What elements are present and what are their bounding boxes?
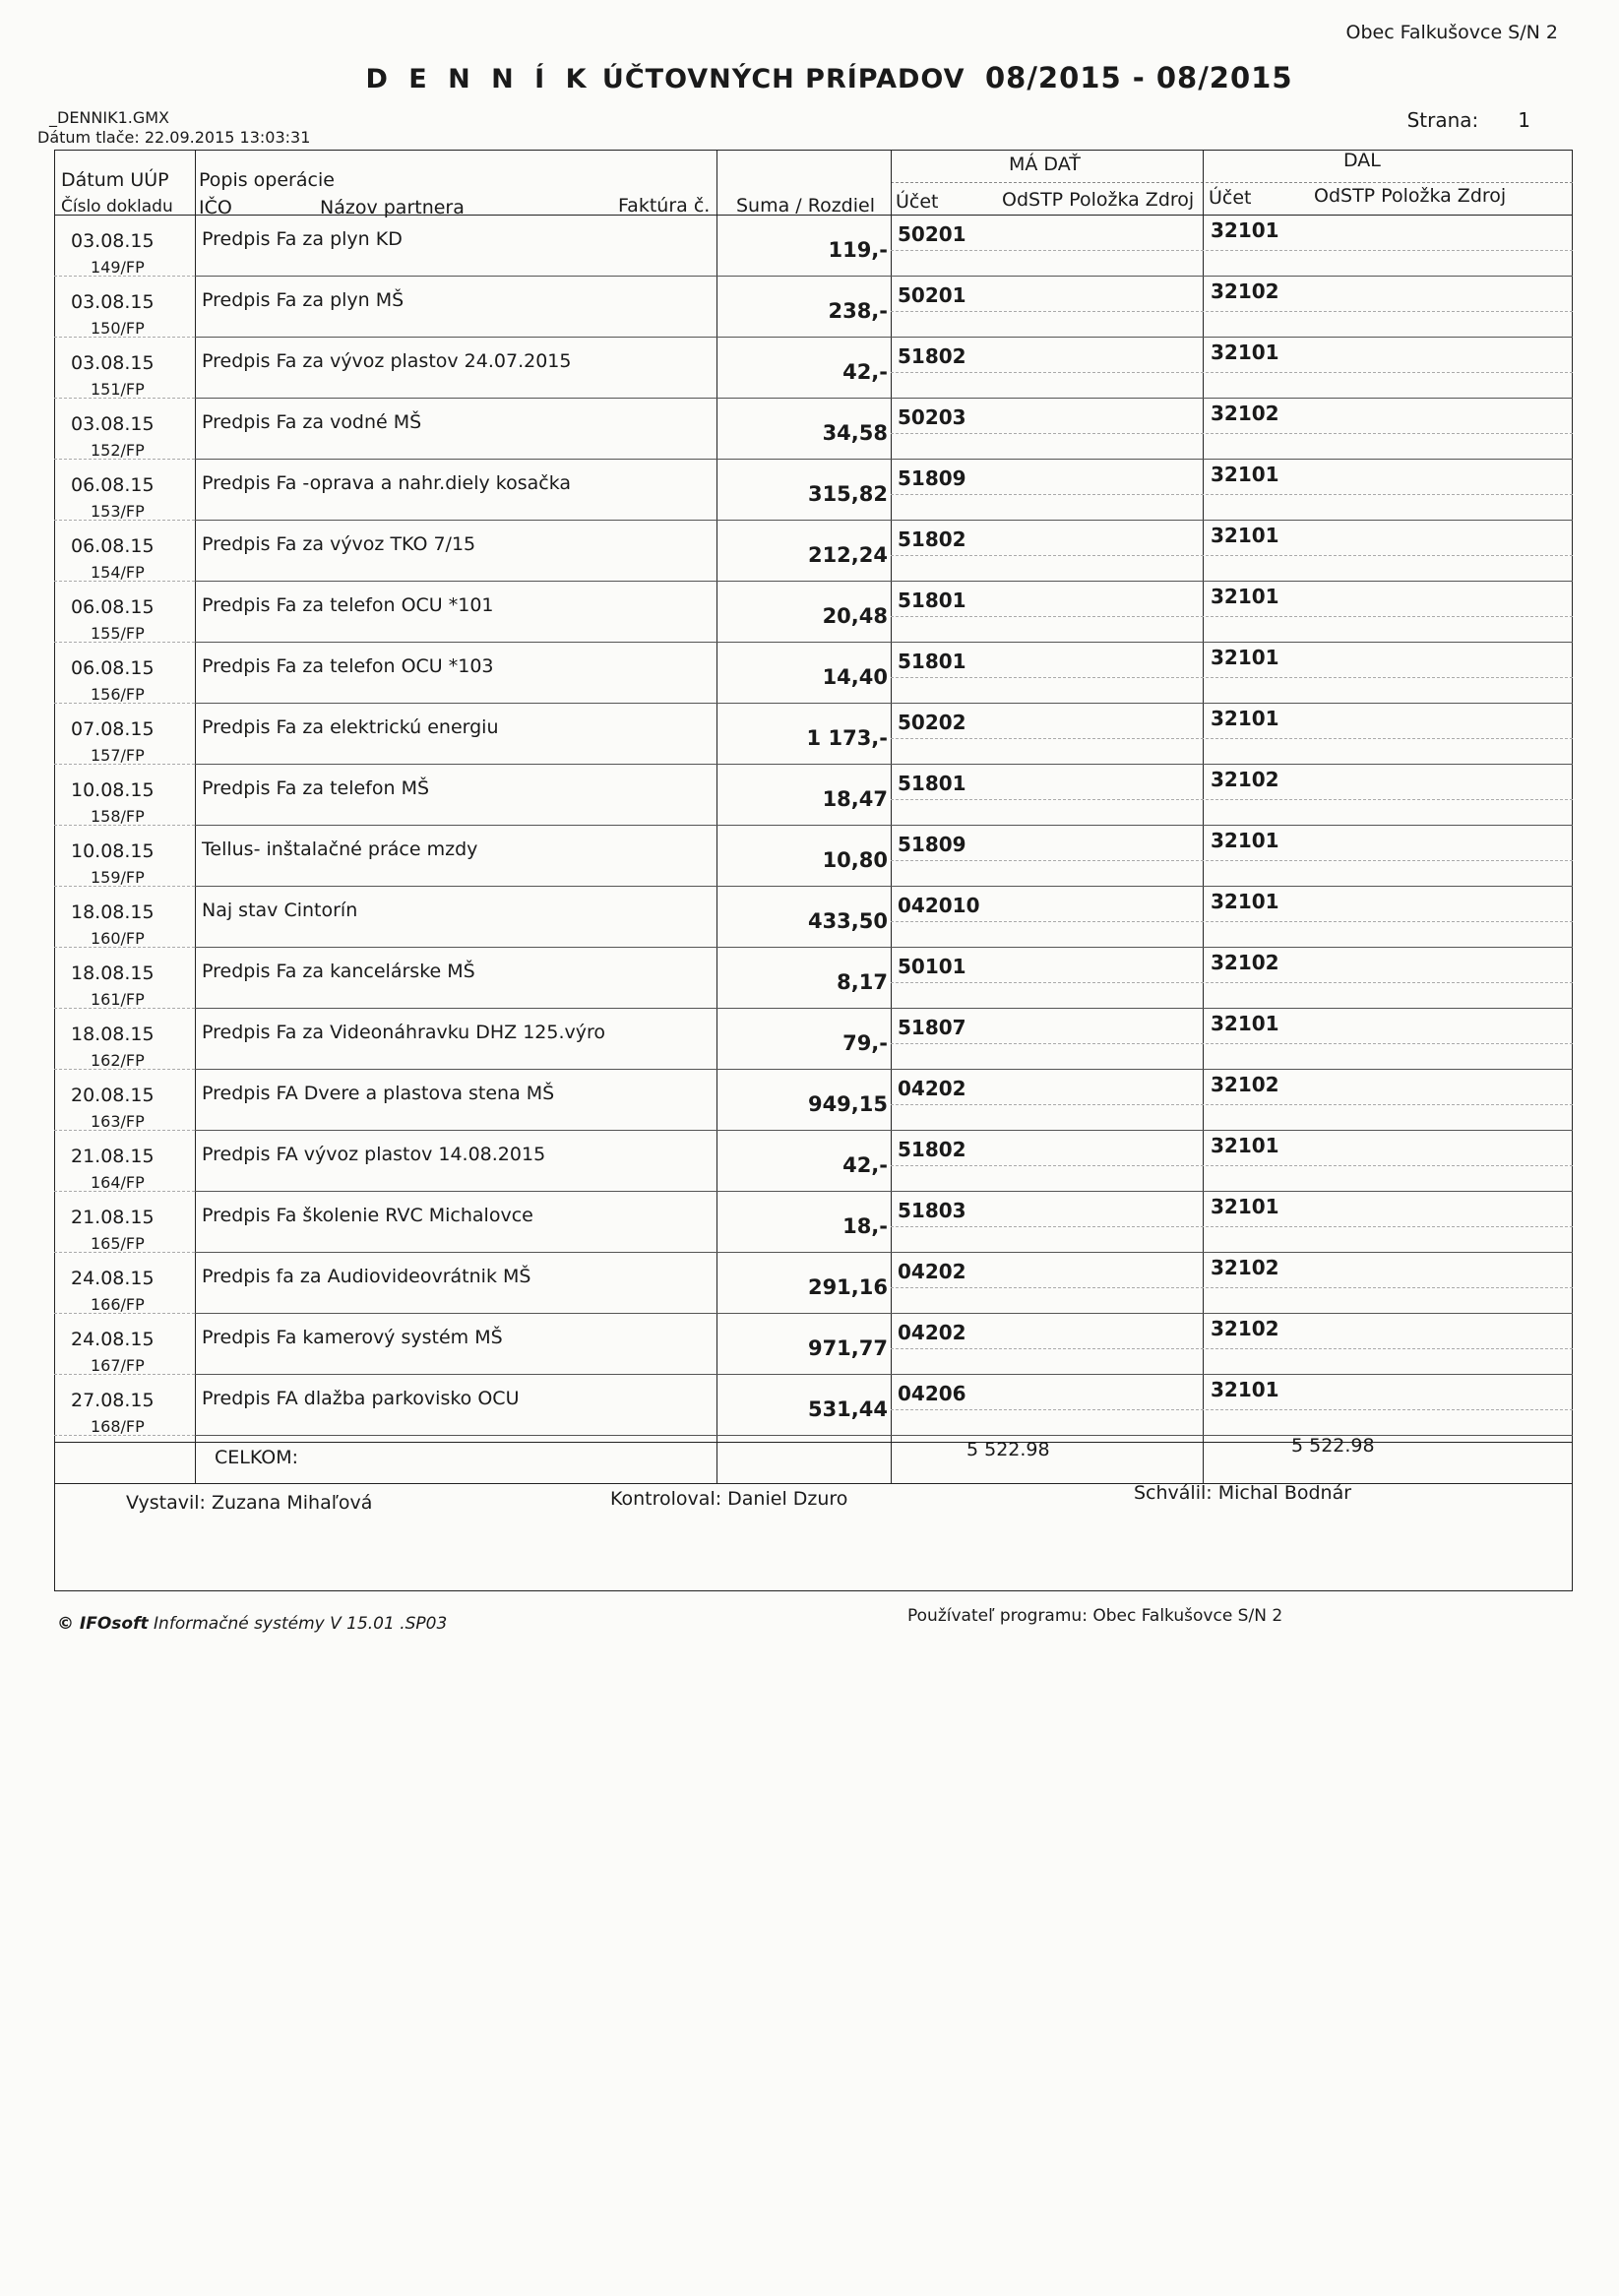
row-subline [891, 677, 1573, 678]
row-md-account: 51801 [898, 650, 966, 673]
row-description: Predpis Fa za plyn MŠ [202, 289, 405, 311]
md-total: 5 522.98 [966, 1439, 1050, 1460]
row-md-account: 50201 [898, 283, 966, 307]
row-dal-account: 32101 [1211, 1134, 1279, 1157]
file-name: _DENNIK1.GMX [49, 108, 170, 127]
col-line-3 [891, 150, 892, 1483]
row-amount: 20,48 [822, 604, 888, 628]
row-amount: 42,- [842, 1153, 888, 1177]
row-md-account: 50203 [898, 405, 966, 429]
row-date: 03.08.15 [71, 413, 155, 435]
row-description: Predpis Fa za kancelárske MŠ [202, 961, 475, 982]
row-md-account: 51803 [898, 1199, 966, 1222]
row-date-separator [54, 1008, 195, 1009]
row-date: 21.08.15 [71, 1146, 155, 1167]
row-doc-number: 168/FP [91, 1417, 145, 1436]
row-date: 06.08.15 [71, 535, 155, 557]
header-dal: DAL [1343, 150, 1381, 171]
row-date-separator [54, 947, 195, 948]
row-subline [891, 250, 1573, 251]
software-footer [57, 1614, 447, 1634]
row-date-separator [54, 1130, 195, 1131]
row-amount: 315,82 [807, 482, 888, 506]
organization-name: Obec Falkušovce S/N 2 [1345, 22, 1558, 43]
row-doc-number: 158/FP [91, 807, 145, 826]
dal-total: 5 522.98 [1291, 1435, 1375, 1457]
row-subline [891, 738, 1573, 739]
row-doc-number: 163/FP [91, 1112, 145, 1131]
row-separator [195, 1313, 1573, 1314]
row-dal-account: 32101 [1211, 1195, 1279, 1218]
row-dal-account: 32101 [1211, 218, 1279, 242]
row-doc-number: 160/FP [91, 929, 145, 948]
row-date-separator [54, 276, 195, 277]
row-amount: 531,44 [807, 1397, 888, 1421]
row-md-account: 04202 [898, 1260, 966, 1283]
row-separator [195, 1252, 1573, 1253]
row-date-separator [54, 1374, 195, 1375]
row-separator [195, 1130, 1573, 1131]
col-line-4 [1203, 150, 1204, 1483]
issued-by: Vystavil: Zuzana Mihaľová [126, 1492, 373, 1514]
row-date: 21.08.15 [71, 1207, 155, 1228]
row-separator [195, 520, 1573, 521]
row-subline [891, 1348, 1573, 1349]
row-doc-number: 156/FP [91, 685, 145, 704]
row-separator [195, 1069, 1573, 1070]
row-separator [195, 947, 1573, 948]
row-dal-account: 32101 [1211, 890, 1279, 913]
row-amount: 34,58 [822, 421, 888, 445]
row-amount: 79,- [842, 1031, 888, 1055]
row-doc-number: 155/FP [91, 624, 145, 643]
row-date-separator [54, 764, 195, 765]
checked-by: Kontroloval: Daniel Dzuro [610, 1488, 848, 1510]
row-date: 10.08.15 [71, 840, 155, 862]
row-subline [891, 921, 1573, 922]
row-subline [891, 1165, 1573, 1166]
row-subline [891, 372, 1573, 373]
row-amount: 10,80 [822, 848, 888, 872]
page-number: 1 [1518, 108, 1530, 132]
row-description: Predpis Fa -oprava a nahr.diely kosačka [202, 472, 572, 494]
row-date: 03.08.15 [71, 230, 155, 252]
row-dal-account: 32101 [1211, 707, 1279, 730]
row-amount: 18,- [842, 1214, 888, 1238]
approved-by: Schválil: Michal Bodnár [1134, 1482, 1352, 1504]
row-date: 20.08.15 [71, 1085, 155, 1106]
row-description: Predpis fa za Audiovideovrátnik MŠ [202, 1266, 531, 1287]
row-md-account: 51809 [898, 833, 966, 856]
row-md-account: 51802 [898, 527, 966, 551]
row-separator [195, 825, 1573, 826]
row-dal-account: 32102 [1211, 1073, 1279, 1096]
totals-label: CELKOM: [215, 1447, 299, 1468]
header-partner: Názov partnera [320, 197, 465, 218]
row-description: Predpis Fa za elektrickú energiu [202, 716, 499, 738]
program-user: Používateľ programu: Obec Falkušovce S/N 2 [907, 1606, 1283, 1626]
row-description: Predpis Fa za plyn KD [202, 228, 403, 250]
row-doc-number: 159/FP [91, 868, 145, 887]
row-amount: 238,- [828, 299, 888, 323]
row-date-separator [54, 642, 195, 643]
row-dal-account: 32101 [1211, 1012, 1279, 1035]
row-date-separator [54, 520, 195, 521]
row-separator [195, 459, 1573, 460]
row-amount: 42,- [842, 360, 888, 384]
row-date-separator [54, 1069, 195, 1070]
row-md-account: 51802 [898, 344, 966, 368]
row-date-separator [54, 581, 195, 582]
row-subline [891, 616, 1573, 617]
row-date-separator [54, 1313, 195, 1314]
row-subline [891, 1409, 1573, 1410]
row-separator [195, 337, 1573, 338]
row-date: 24.08.15 [71, 1329, 155, 1350]
row-description: Predpis Fa školenie RVC Michalovce [202, 1205, 533, 1226]
row-date: 07.08.15 [71, 718, 155, 740]
row-md-account: 51807 [898, 1016, 966, 1039]
header-invoice: Faktúra č. [618, 195, 711, 217]
row-md-account: 04202 [898, 1321, 966, 1344]
row-doc-number: 162/FP [91, 1051, 145, 1070]
header-dal-account: Účet [1209, 187, 1252, 209]
row-date: 18.08.15 [71, 1024, 155, 1045]
row-date-separator [54, 703, 195, 704]
row-doc-number: 149/FP [91, 258, 145, 277]
title-rest: ÚČTOVNÝCH PRÍPADOV [601, 64, 965, 94]
row-description: Predpis FA dlažba parkovisko OCU [202, 1388, 520, 1409]
row-md-account: 51809 [898, 466, 966, 490]
row-date: 03.08.15 [71, 291, 155, 313]
title-period: 08/2015 - 08/2015 [984, 61, 1293, 94]
row-dal-account: 32102 [1211, 1256, 1279, 1279]
row-description: Predpis Fa za vodné MŠ [202, 411, 422, 433]
row-subline [891, 1287, 1573, 1288]
row-separator [195, 1374, 1573, 1375]
row-date-separator [54, 1435, 195, 1436]
row-amount: 14,40 [822, 665, 888, 689]
row-amount: 433,50 [807, 909, 888, 933]
row-dal-account: 32101 [1211, 829, 1279, 852]
row-doc-number: 161/FP [91, 990, 145, 1009]
row-md-account: 50201 [898, 222, 966, 246]
row-md-account: 04202 [898, 1077, 966, 1100]
row-subline [891, 555, 1573, 556]
row-doc-number: 151/FP [91, 380, 145, 399]
row-description: Naj stav Cintorín [202, 900, 358, 921]
row-subline [891, 1043, 1573, 1044]
row-dal-account: 32102 [1211, 768, 1279, 791]
row-subline [891, 1226, 1573, 1227]
row-date-separator [54, 886, 195, 887]
row-date-separator [54, 825, 195, 826]
md-dal-subheader-line [891, 182, 1573, 183]
row-separator [195, 1191, 1573, 1192]
page-label: Strana: [1406, 108, 1479, 132]
header-amount: Suma / Rozdiel [736, 195, 875, 217]
row-doc-number: 152/FP [91, 441, 145, 460]
row-doc-number: 157/FP [91, 746, 145, 765]
journal-title [0, 61, 1619, 94]
row-separator [195, 764, 1573, 765]
row-doc-number: 165/FP [91, 1234, 145, 1253]
header-dal-detail: OdSTP Položka Zdroj [1314, 185, 1507, 207]
row-dal-account: 32101 [1211, 646, 1279, 669]
row-separator [195, 642, 1573, 643]
row-description: Predpis Fa za telefon OCU *101 [202, 594, 494, 616]
row-dal-account: 32101 [1211, 463, 1279, 486]
row-date: 18.08.15 [71, 962, 155, 984]
row-dal-account: 32101 [1211, 585, 1279, 608]
row-doc-number: 153/FP [91, 502, 145, 521]
header-description: Popis operácie [199, 169, 335, 191]
software-product: Informačné systémy V 15.01 .SP03 [154, 1614, 448, 1634]
row-subline [891, 799, 1573, 800]
row-dal-account: 32102 [1211, 1317, 1279, 1340]
row-amount: 1 173,- [806, 726, 888, 750]
row-doc-number: 154/FP [91, 563, 145, 582]
row-subline [891, 982, 1573, 983]
row-dal-account: 32101 [1211, 341, 1279, 364]
row-date: 24.08.15 [71, 1268, 155, 1289]
row-amount: 18,47 [822, 787, 888, 811]
col-line-2 [716, 150, 717, 1483]
row-date: 10.08.15 [71, 779, 155, 801]
row-description: Predpis Fa za telefon OCU *103 [202, 655, 494, 677]
row-md-account: 51802 [898, 1138, 966, 1161]
row-dal-account: 32102 [1211, 951, 1279, 974]
software-brand: © IFOsoft [57, 1614, 149, 1634]
col-line-1 [195, 150, 196, 1483]
row-dal-account: 32101 [1211, 524, 1279, 547]
row-md-account: 042010 [898, 894, 980, 917]
row-description: Predpis Fa za telefon MŠ [202, 777, 430, 799]
row-md-account: 51801 [898, 772, 966, 795]
row-description: Predpis Fa kamerový systém MŠ [202, 1327, 503, 1348]
row-subline [891, 311, 1573, 312]
header-md-detail: OdSTP Položka Zdroj [1002, 189, 1195, 211]
row-amount: 212,24 [807, 543, 888, 567]
header-ico: IČO [199, 197, 232, 218]
row-date: 27.08.15 [71, 1390, 155, 1411]
row-amount: 119,- [828, 238, 888, 262]
row-date: 18.08.15 [71, 901, 155, 923]
row-date: 06.08.15 [71, 596, 155, 618]
row-description: Predpis Fa za Videonáhravku DHZ 125.výro [202, 1022, 606, 1043]
row-date-separator [54, 337, 195, 338]
row-subline [891, 860, 1573, 861]
row-date-separator [54, 1191, 195, 1192]
header-md-account: Účet [896, 191, 939, 213]
row-md-account: 51801 [898, 589, 966, 612]
row-description: Predpis Fa za vývoz TKO 7/15 [202, 533, 476, 555]
header-md: MÁ DAŤ [1009, 154, 1081, 175]
print-date: Dátum tlače: 22.09.2015 13:03:31 [37, 128, 311, 147]
row-dal-account: 32102 [1211, 279, 1279, 303]
row-description: Predpis FA vývoz plastov 14.08.2015 [202, 1144, 546, 1165]
page-indicator [1407, 108, 1530, 132]
row-date-separator [54, 398, 195, 399]
row-doc-number: 150/FP [91, 319, 145, 338]
row-amount: 291,16 [807, 1275, 888, 1299]
row-separator [195, 703, 1573, 704]
row-doc-number: 164/FP [91, 1173, 145, 1192]
title-spaced: D E N N Í K [365, 64, 592, 94]
row-date-separator [54, 459, 195, 460]
row-separator [195, 1008, 1573, 1009]
row-separator [195, 581, 1573, 582]
row-dal-account: 32102 [1211, 402, 1279, 425]
row-separator [195, 276, 1573, 277]
row-description: Predpis FA Dvere a plastova stena MŠ [202, 1083, 555, 1104]
row-md-account: 50101 [898, 955, 966, 978]
row-date: 06.08.15 [71, 657, 155, 679]
row-date: 06.08.15 [71, 474, 155, 496]
row-subline [891, 433, 1573, 434]
row-amount: 949,15 [807, 1092, 888, 1116]
row-date-separator [54, 1252, 195, 1253]
row-subline [891, 494, 1573, 495]
row-md-account: 50202 [898, 711, 966, 734]
row-amount: 971,77 [807, 1336, 888, 1360]
row-date: 03.08.15 [71, 352, 155, 374]
row-md-account: 04206 [898, 1382, 966, 1405]
row-separator [195, 886, 1573, 887]
row-subline [891, 1104, 1573, 1105]
header-date-uup: Dátum UÚP [61, 169, 169, 191]
row-description: Predpis Fa za vývoz plastov 24.07.2015 [202, 350, 572, 372]
header-doc-no: Číslo dokladu [61, 197, 173, 217]
row-separator [195, 398, 1573, 399]
row-doc-number: 166/FP [91, 1295, 145, 1314]
row-dal-account: 32101 [1211, 1378, 1279, 1401]
row-description: Tellus- inštalačné práce mzdy [202, 838, 478, 860]
row-amount: 8,17 [837, 970, 888, 994]
row-doc-number: 167/FP [91, 1356, 145, 1375]
